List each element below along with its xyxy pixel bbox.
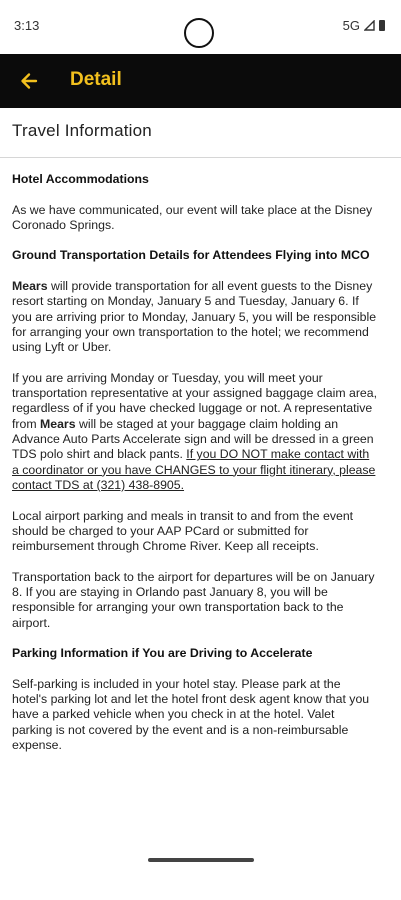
network-type: 5G [342, 18, 360, 33]
hotel-heading: Hotel Accommodations [12, 172, 149, 186]
parking-heading: Parking Information if You are Driving to Accelerate [12, 646, 313, 661]
parking-text: Self-parking is included in your hotel stay. Please park at the hotel's parking lot and let the hotel front desk agent know that you have a parked vehicle when you check in at the hotel. Valet parking is not covered by the event and is a non-reimbursable expense. [12, 676, 370, 752]
status-time: 3:13 [14, 18, 40, 33]
section-title: Travel Information [12, 121, 152, 140]
arrival-text-1: If you are arriving Monday or Tuesday, you will meet your transportation representative at your assigned baggage claim area, regardless of if you have checked luggage or not. A representative from [12, 370, 378, 431]
app-bar [0, 54, 401, 108]
battery-icon [379, 20, 385, 31]
ground-transport-heading: Ground Transportation Details for Attendees Flying into MCO [12, 248, 370, 263]
parking-meals-text: Local airport parking and meals in transit to and from the event should be charged to your AAP PCard or submitted for reimbursement through Chrome River. Keep all receipts. [12, 508, 354, 554]
hotel-text: As we have communicated, our event will take place at the Disney Coronado Springs. [12, 202, 373, 232]
arrival-text-2: will be staged at your baggage claim holding an Advance Auto Parts Accelerate sign and will be dressed in a green TDS polo shirt and black pants. [12, 416, 374, 462]
section-header [0, 108, 401, 158]
arrow-left-icon [19, 71, 39, 91]
contact-tds-link[interactable]: If you DO NOT make contact with a coordinator or you have CHANGES to your flight itinerary, please contact TDS at (321) 438-8905. [12, 447, 376, 492]
home-indicator[interactable] [148, 858, 254, 862]
camera-cutout [184, 18, 214, 48]
page-title: Detail [70, 69, 122, 90]
return-transport-text: Transportation back to the airport for departures will be on January 8. If you are staying in Orlando past January 8, you will be responsible for arranging your own transportation back to the airport. [12, 569, 375, 630]
travel-info-content [12, 172, 378, 769]
mears-paragraph [12, 279, 378, 355]
signal-icon [364, 20, 375, 31]
arrival-paragraph [12, 371, 378, 493]
status-icons [343, 18, 385, 33]
mears-text: will provide transportation for all event guests to the Disney resort starting on Monday, January 5 and Tuesday, January 6. If you are arriving prior to Monday, January 5, you will be responsible for arranging your own transportation to the hotel; we recommend using Lyft or Uber. [12, 279, 377, 355]
back-button[interactable] [10, 62, 48, 100]
mears-bold: Mears [12, 279, 48, 294]
status-bar [0, 0, 401, 54]
arrival-bold: Mears [40, 416, 76, 431]
